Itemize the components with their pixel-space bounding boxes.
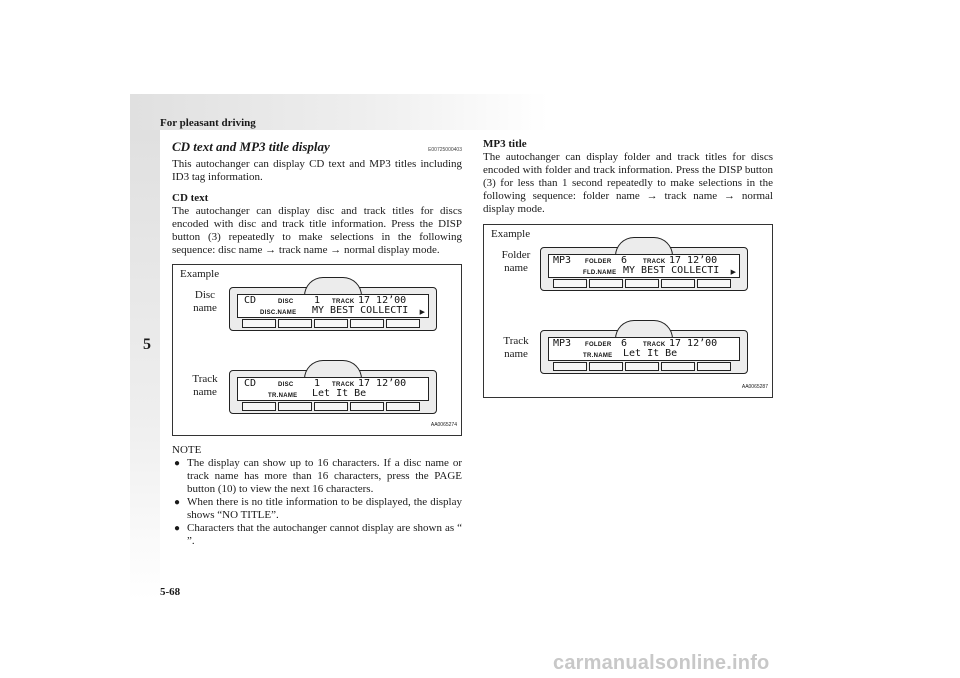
tag1-text: DISC	[278, 382, 294, 388]
time-text: 17 12’00	[669, 338, 718, 349]
bullet-icon: ●	[174, 458, 181, 469]
note-text: Characters that the autochanger cannot display are shown as “ ”.	[187, 522, 462, 547]
chapter-tab: 5	[143, 336, 151, 353]
tag1-text: FOLDER	[585, 342, 612, 348]
section-code: E00725000403	[428, 147, 462, 153]
mp3-title-heading: MP3 title	[483, 138, 527, 150]
sublabel-text: DISC.NAME	[260, 310, 297, 316]
section-title-row	[172, 138, 462, 157]
header-title: For pleasant driving	[160, 117, 256, 129]
note-label: NOTE	[172, 444, 202, 456]
display-buttons	[242, 319, 420, 328]
cd-text-body: The autochanger can display disc and track titles for discs encoded with disc and track title information. Press the DISP button (3) repeatedly to make selections in the following sequence: disc name → track name → normal display mode.	[172, 205, 462, 256]
tag2-text: TRACK	[332, 382, 355, 388]
number-text: 1	[314, 378, 321, 389]
number-text: 6	[621, 255, 628, 266]
row-label-line: Folder	[501, 249, 531, 261]
mode-text: CD	[244, 378, 257, 389]
sublabel-text: TR.NAME	[583, 353, 613, 359]
mp3-title-body: The autochanger can display folder and track titles for discs encoded with folder and track information. Press the DISP button (3) for less than 1 second repeatedly to make selections in the following sequence: folder name → track name → normal display mode.	[483, 151, 773, 215]
note-text: The display can show up to 16 characters. If a disc name or track name has more than 16 characters, press the PAGE button (10) to view the next 16 characters.	[187, 457, 462, 495]
note-item	[172, 496, 462, 522]
sublabel-text: TR.NAME	[268, 393, 298, 399]
scroll-arrow-icon: ▶	[419, 308, 425, 316]
lcd-display-folder-name	[540, 247, 748, 291]
time-text: 17 12’00	[358, 378, 407, 389]
lcd-display-track-name	[540, 330, 748, 374]
side-band	[130, 130, 160, 600]
example-label: Example	[180, 268, 220, 280]
row-label-line: name	[504, 348, 528, 360]
row-label-line: name	[504, 262, 528, 274]
intro-paragraph: This autochanger can display CD text and MP3 titles including ID3 tag information.	[172, 158, 462, 183]
time-text: 17 12’00	[669, 255, 718, 266]
tag1-text: FOLDER	[585, 259, 612, 265]
cd-text-heading: CD text	[172, 192, 209, 204]
row-label	[496, 335, 536, 361]
bullet-icon: ●	[174, 497, 181, 508]
title-text: Let It Be	[312, 388, 367, 399]
number-text: 6	[621, 338, 628, 349]
row-label-line: Disc	[194, 289, 216, 301]
scroll-arrow-icon: ▶	[730, 268, 736, 276]
example-label: Example	[491, 228, 531, 240]
mode-text: MP3	[553, 338, 572, 349]
row-label-line: Track	[192, 373, 218, 385]
title-text: MY BEST COLLECTI	[623, 265, 720, 276]
note-item	[172, 522, 462, 548]
mp3-title-figure	[483, 224, 773, 398]
tag1-text: DISC	[278, 299, 294, 305]
lcd-display-disc-name	[229, 287, 437, 331]
display-buttons	[242, 402, 420, 411]
row-label	[496, 249, 536, 275]
time-text: 17 12’00	[358, 295, 407, 306]
figure-code: AA0065287	[741, 384, 768, 390]
mode-text: MP3	[553, 255, 572, 266]
row-label-line: Track	[503, 335, 529, 347]
row-label-line: name	[193, 302, 217, 314]
row-label	[185, 373, 225, 399]
figure-code: AA0065274	[430, 422, 457, 428]
sublabel-text: FLD.NAME	[583, 270, 617, 276]
left-column	[172, 138, 462, 548]
lcd-display-track-name	[229, 370, 437, 414]
lcd-screen	[237, 377, 429, 401]
title-text: MY BEST COLLECTI	[312, 305, 409, 316]
tag2-text: TRACK	[332, 299, 355, 305]
row-label	[187, 289, 223, 315]
cd-text-figure	[172, 264, 462, 436]
note-text: When there is no title information to be displayed, the display shows “NO TITLE”.	[187, 496, 462, 521]
display-buttons	[553, 362, 731, 371]
lcd-screen	[548, 337, 740, 361]
section-title: CD text and MP3 title display	[172, 139, 330, 154]
tag2-text: TRACK	[643, 342, 666, 348]
note-item	[172, 457, 462, 496]
watermark: carmanualsonline.info	[553, 652, 770, 674]
title-text: Let It Be	[623, 348, 678, 359]
page-number: 5-68	[160, 586, 181, 598]
lcd-screen	[237, 294, 429, 318]
display-buttons	[553, 279, 731, 288]
tag2-text: TRACK	[643, 259, 666, 265]
right-column	[483, 138, 773, 398]
bullet-icon: ●	[174, 523, 181, 534]
lcd-screen	[548, 254, 740, 278]
row-label-line: name	[193, 386, 217, 398]
mode-text: CD	[244, 295, 257, 306]
number-text: 1	[314, 295, 321, 306]
